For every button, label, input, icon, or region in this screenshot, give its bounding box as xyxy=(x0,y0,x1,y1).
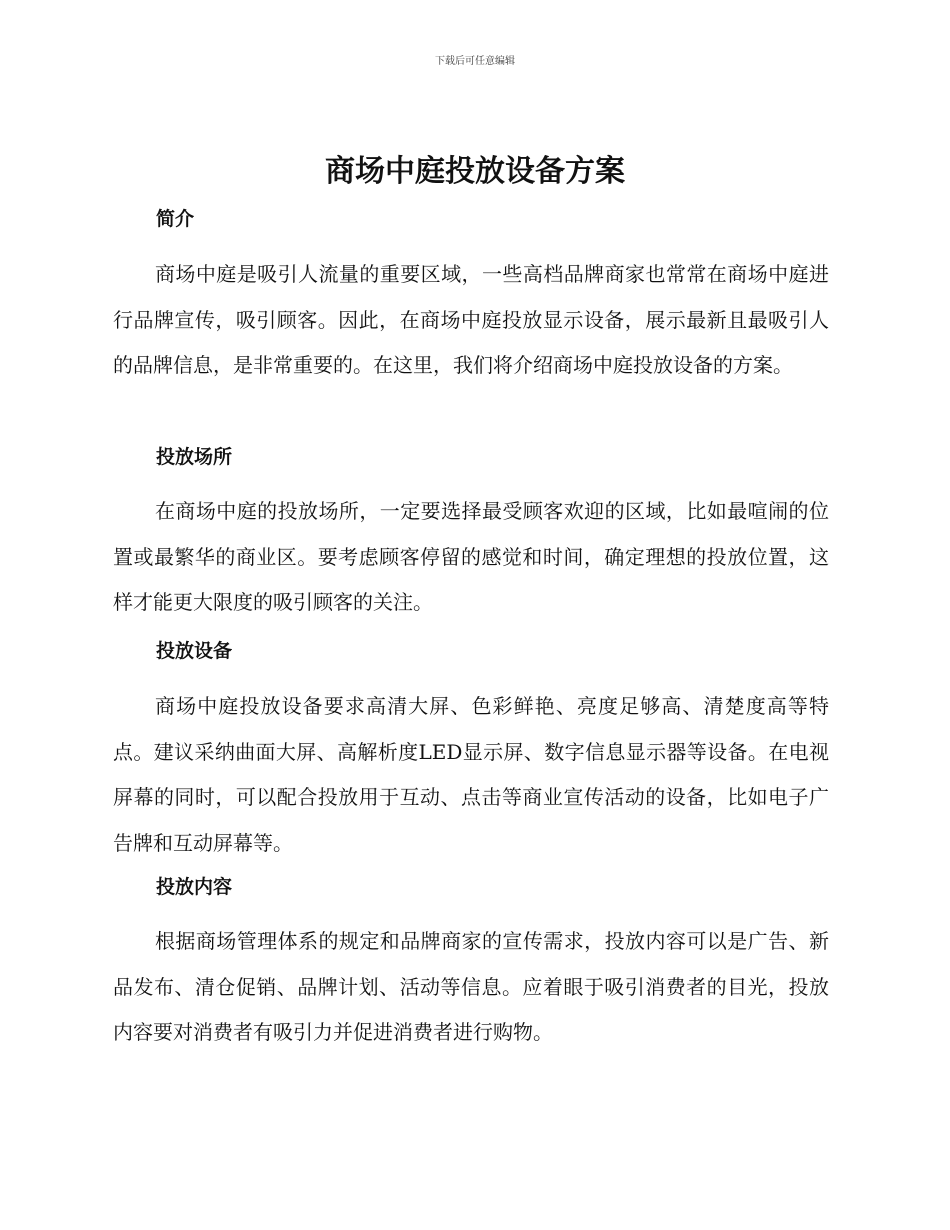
section-body-content: 根据商场管理体系的规定和品牌商家的宣传需求，投放内容可以是广告、新品发布、清仓促销、品牌计划、活动等信息。应着眼于吸引消费者的目光，投放内容要对消费者有吸引力并促进消费者进行购物。 xyxy=(113,929,829,1044)
section-heading-equipment: 投放设备 xyxy=(156,640,233,662)
section-heading-content: 投放内容 xyxy=(156,876,233,898)
section-heading-location: 投放场所 xyxy=(156,446,233,468)
section-body-location: 在商场中庭的投放场所，一定要选择最受顾客欢迎的区域，比如最喧闹的位置或最繁华的商业区。要考虑顾客停留的感觉和时间，确定理想的投放位置，这样才能更大限度的吸引顾客的关注。 xyxy=(113,499,829,614)
section-heading-intro: 简介 xyxy=(156,208,195,230)
document-title: 商场中庭投放设备方案 xyxy=(325,154,625,189)
section-body-intro: 商场中庭是吸引人流量的重要区域，一些高档品牌商家也常常在商场中庭进行品牌宣传，吸引顾客。因此，在商场中庭投放显示设备，展示最新且最吸引人的品牌信息，是非常重要的。在这里，我们将介绍商场中庭投放设备的方案。 xyxy=(113,262,829,377)
header-note: 下载后可任意编辑 xyxy=(435,56,515,67)
section-body-equipment: 商场中庭投放设备要求高清大屏、色彩鲜艳、亮度足够高、清楚度高等特点。建议采纳曲面大屏、高解析度LED显示屏、数字信息显示器等设备。在电视屏幕的同时，可以配合投放用于互动、点击等商业宣传活动的设备，比如电子广告牌和互动屏幕等。 xyxy=(113,694,829,855)
